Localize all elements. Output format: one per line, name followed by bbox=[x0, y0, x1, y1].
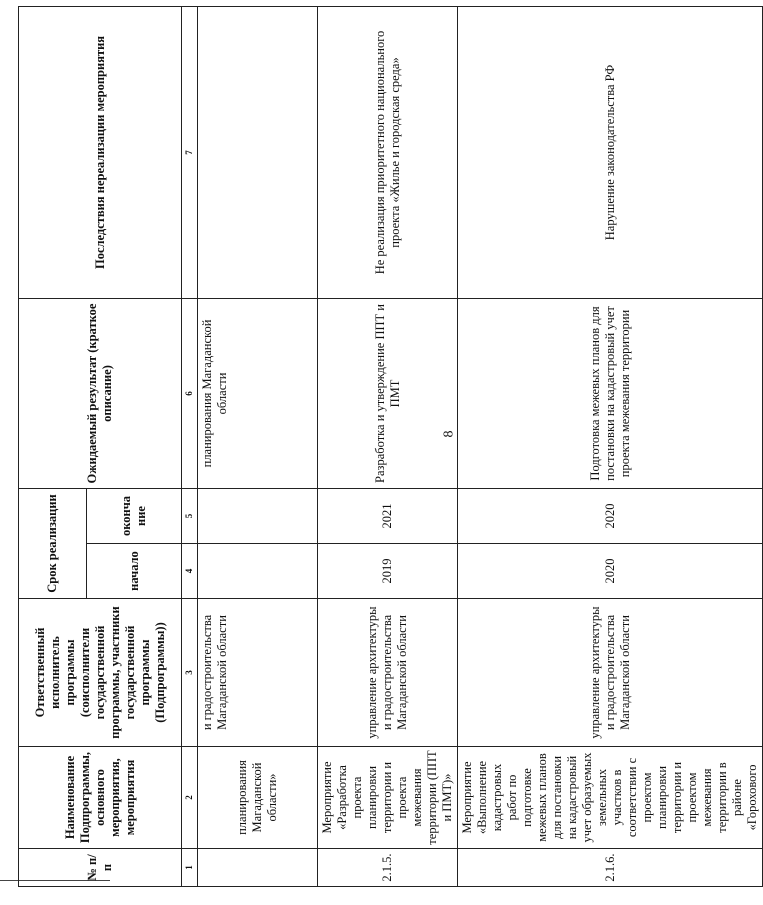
row-end bbox=[198, 488, 318, 543]
row-num bbox=[198, 849, 318, 887]
row-consequences bbox=[198, 6, 318, 298]
row-executor: управление архитектуры и градостроительства Магаданской области bbox=[318, 599, 458, 747]
header-term: Срок реализации bbox=[19, 488, 87, 598]
row-name: Мероприятие «Выполнение кадастровых работ по подготовке межевых планов для постановки на кадастровый учет образуемых земельных участков в соответствии с проектом планировки территории и проектом межевания территории в районе «Горохового bbox=[458, 747, 763, 849]
row-name: Мероприятие «Разработка проекта планировки территории и проекта межевания территории (ППТ и ПМТ)» bbox=[318, 747, 458, 849]
header-start: начало bbox=[87, 544, 182, 599]
program-measures-table bbox=[18, 6, 763, 887]
row-num: 2.1.5. bbox=[318, 849, 458, 887]
table-row bbox=[458, 6, 763, 886]
index-cell: 4 bbox=[182, 544, 198, 599]
index-row bbox=[182, 6, 198, 886]
rotated-table-container bbox=[18, 7, 759, 887]
row-start: 2019 bbox=[318, 544, 458, 599]
header-consequences: Последствия нереализации мероприятия bbox=[19, 6, 182, 298]
row-start bbox=[198, 544, 318, 599]
row-name: планирования Магаданской области» bbox=[198, 747, 318, 849]
header-result: Ожидаемый результат (краткое описание) bbox=[19, 298, 182, 488]
row-end: 2020 bbox=[458, 488, 763, 543]
row-end: 2021 bbox=[318, 488, 458, 543]
header-row bbox=[19, 6, 87, 886]
row-result: планирования Магаданской области bbox=[198, 298, 318, 488]
index-cell: 3 bbox=[182, 599, 198, 747]
row-consequences: Нарушение законодательства РФ bbox=[458, 6, 763, 298]
row-start: 2020 bbox=[458, 544, 763, 599]
table-row bbox=[318, 6, 458, 886]
index-cell: 5 bbox=[182, 488, 198, 543]
row-consequences: Не реализация приоритетного национального проекта «Жилье и городская среда» bbox=[318, 6, 458, 298]
index-cell: 6 bbox=[182, 298, 198, 488]
row-executor: и градостроительства Магаданской области bbox=[198, 599, 318, 747]
row-num: 2.1.6. bbox=[458, 849, 763, 887]
row-executor: управление архитектуры и градостроительства Магаданской области bbox=[458, 599, 763, 747]
row-result: Разработка и утверждение ППТ и ПМТ bbox=[318, 298, 458, 488]
header-executor: Ответственный исполнитель программы (соисполнители государственной программы, участники государственной программы (Подпрограммы)) bbox=[19, 599, 182, 747]
index-cell: 2 bbox=[182, 747, 198, 849]
header-name: Наименование Подпрограммы, основного мероприятия, мероприятия bbox=[19, 747, 182, 849]
header-end: оконча ние bbox=[87, 488, 182, 543]
index-cell: 7 bbox=[182, 6, 198, 298]
header-num: № п/п bbox=[19, 849, 182, 887]
table-row bbox=[198, 6, 318, 886]
index-cell: 1 bbox=[182, 849, 198, 887]
row-result: Подготовка межевых планов для постановки на кадастровый учет проекта межевания территории bbox=[458, 298, 763, 488]
page-number: 8 bbox=[441, 430, 457, 438]
